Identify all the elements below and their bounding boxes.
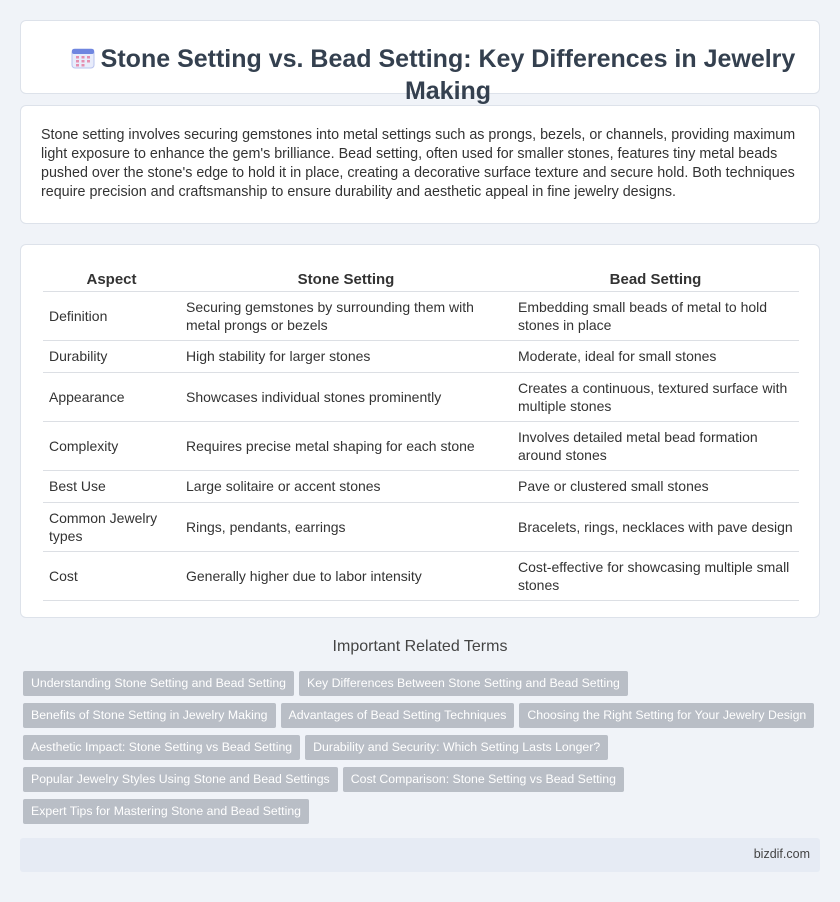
table-cell: Rings, pendants, earrings bbox=[180, 502, 512, 551]
header-aspect: Aspect bbox=[43, 265, 180, 291]
table-row bbox=[43, 372, 799, 421]
table-cell: Durability bbox=[43, 340, 180, 372]
header-bead-setting: Bead Setting bbox=[512, 265, 799, 291]
table-cell: Moderate, ideal for small stones bbox=[512, 340, 799, 372]
related-term-tag[interactable]: Choosing the Right Setting for Your Jewelry Design bbox=[519, 703, 814, 728]
footer bbox=[20, 838, 820, 872]
related-term-tag[interactable]: Understanding Stone Setting and Bead Setting bbox=[23, 671, 294, 696]
related-term-tag[interactable]: Advantages of Bead Setting Techniques bbox=[281, 703, 515, 728]
table-cell: Embedding small beads of metal to hold stones in place bbox=[512, 291, 799, 340]
table-row bbox=[43, 340, 799, 372]
table-header-row bbox=[43, 265, 799, 291]
related-terms-tags bbox=[23, 671, 823, 831]
related-term-tag[interactable]: Aesthetic Impact: Stone Setting vs Bead Setting bbox=[23, 735, 300, 760]
table-cell: Cost bbox=[43, 551, 180, 600]
table-row bbox=[43, 421, 799, 470]
table-cell: Securing gemstones by surrounding them with metal prongs or bezels bbox=[180, 291, 512, 340]
related-term-tag[interactable]: Benefits of Stone Setting in Jewelry Making bbox=[23, 703, 276, 728]
comparison-table-card bbox=[20, 244, 820, 618]
table-row bbox=[43, 291, 799, 340]
related-term-tag[interactable]: Expert Tips for Mastering Stone and Bead Setting bbox=[23, 799, 309, 824]
page-title: Stone Setting vs. Bead Setting: Key Differences in Jewelry Making bbox=[100, 45, 796, 105]
related-term-tag[interactable]: Cost Comparison: Stone Setting vs Bead Setting bbox=[343, 767, 624, 792]
related-term-tag[interactable]: Popular Jewelry Styles Using Stone and Bead Settings bbox=[23, 767, 338, 792]
table-row bbox=[43, 502, 799, 551]
table-cell: Definition bbox=[43, 291, 180, 340]
table-cell: Cost-effective for showcasing multiple small stones bbox=[512, 551, 799, 600]
table-cell: Large solitaire or accent stones bbox=[180, 470, 512, 502]
calendar-icon bbox=[71, 47, 95, 69]
intro-card bbox=[20, 105, 820, 224]
table-cell: Appearance bbox=[43, 372, 180, 421]
table-cell: Common Jewelry types bbox=[43, 502, 180, 551]
table-cell: Showcases individual stones prominently bbox=[180, 372, 512, 421]
table-cell: Complexity bbox=[43, 421, 180, 470]
header-card bbox=[20, 20, 820, 105]
related-terms-title: Important Related Terms bbox=[332, 638, 508, 655]
table-cell: Generally higher due to labor intensity bbox=[180, 551, 512, 600]
table-cell: Best Use bbox=[43, 470, 180, 502]
comparison-table bbox=[43, 265, 799, 601]
header-stone-setting: Stone Setting bbox=[180, 265, 512, 291]
table-cell: Involves detailed metal bead formation around stones bbox=[512, 421, 799, 470]
related-term-tag[interactable]: Key Differences Between Stone Setting and Bead Setting bbox=[299, 671, 628, 696]
table-row bbox=[43, 551, 799, 600]
intro-text: Stone setting involves securing gemstones into metal settings such as prongs, bezels, or channels, providing maximum light exposure to enhance the gem's brilliance. Bead setting, often used for smaller stones, features tiny metal beads pushed over the stone's edge to hold it in place, creating a decorative surface texture and secure hold. Both techniques require precision and craftsmanship to ensure durability and aesthetic appeal in fine jewelry designs. bbox=[41, 127, 796, 200]
table-cell: Requires precise metal shaping for each stone bbox=[180, 421, 512, 470]
table-cell: Creates a continuous, textured surface with multiple stones bbox=[512, 372, 799, 421]
table-cell: High stability for larger stones bbox=[180, 340, 512, 372]
table-cell: Bracelets, rings, necklaces with pave design bbox=[512, 502, 799, 551]
related-term-tag[interactable]: Durability and Security: Which Setting Lasts Longer? bbox=[305, 735, 608, 760]
table-row bbox=[43, 470, 799, 502]
footer-site-link[interactable]: bizdif.com bbox=[753, 847, 810, 861]
table-cell: Pave or clustered small stones bbox=[512, 470, 799, 502]
